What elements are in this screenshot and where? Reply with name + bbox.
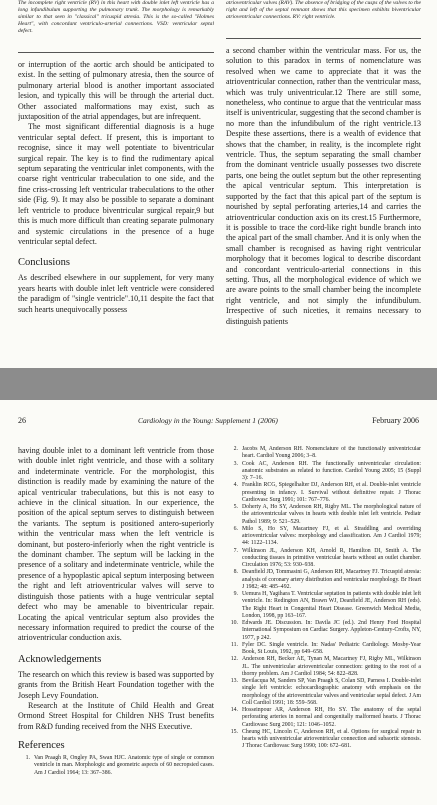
reference-text: Hosseinpour AR, Anderson RH, Ho SY. The anatomy of the septal perforating arteries in normal and congenitally malformed hearts. J Thorac Cardiovasc Surg 2001; 121: 1046–1052. [242,707,421,728]
reference-item [226,446,421,461]
reference-item [226,482,421,504]
reference-item [226,461,421,483]
reference-text: Doherty A, Ho SY, Anderson RH, Rigby ML. The morphological nature of the atrioventricular valves in hearts with double inlet left ventricle. Pediatr Pathol 1989; 9: 521–529. [242,504,421,525]
reference-number: 7. [233,547,238,554]
figure-caption-right [226,0,421,36]
text-column-right [226,46,421,368]
text-column-right [226,446,421,805]
reference-list-left [18,755,214,777]
figure-caption-left [18,0,214,50]
figure-caption-text: atrioventricular valves (RAV). The absence of bridging of the cusps of the valves to the right and left of the septal remnant shows that this specimen exhibits biventricular atrioventricular connections. RV: right ventricle. [226,0,421,20]
text-column-left [18,60,214,368]
reference-item [226,656,421,678]
reference-number: 12. [230,656,238,663]
reference-number: 13. [230,678,238,684]
running-header [18,416,419,428]
section-heading-conclusions: Conclusions [18,257,70,269]
body-paragraph: The most significant differential diagnosis is a huge ventricular septal defect. If present, this is important to recognise, since it may well potentiate to biventricular surgical repair. The key is to find the rudimentary apical septum separating the ventricular inlet components, with the coarse right ventricular trabeculation to one side, and the fine criss-crossing left ventricular trabeculations to the other side (Fig. 9). It may also be possible to separate a dominant left ventricle to produce biventricular surgical repair,9 but this is much more difficult than creating separate pulmonary and systemic circulations in the presence of a huge ventricular septal defect. [18,122,214,246]
reference-item [226,591,421,620]
page-lower [0,400,437,805]
caption-divider [226,38,421,39]
reference-item [226,642,421,657]
reference-number: 3. [233,460,238,467]
reference-number: 11. [230,641,238,648]
section-heading-references: References [18,740,65,752]
body-paragraph: or interruption of the aortic arch should be anticipated to exist. In the setting of pulmonary atresia, then the source of pulmonary arterial blood is another important associated lesion, and typically this will be through the arterial duct. Other associated malformations may exist, such as juxtaposition of the atrial appendages, but are infrequent. [18,60,214,122]
issue-date: February 2006 [372,416,419,425]
reference-text: Jacobs M, Anderson RH. Nomenclature of the functionally univentricular heart. Cardiol Young 2006; 3–8. [242,446,421,460]
body-paragraph: As described elsewhere in our supplement, for very many years hearts with double inlet left ventricle were considered the paradigm of "single ventricle".10,11 despite the fact that such hearts unequivocally possess [18,273,214,314]
reference-list-right [226,446,421,751]
reference-number: 10. [230,620,238,626]
page-upper [0,0,437,368]
reference-text: Deanfield JD, Tommasini G, Anderson RH, Macartney FJ. Tricuspid atresia: analysis of coronary artery distribution and ventricular morphology. Br Heart J 1982; 48: 485–492. [242,569,421,590]
reference-item [18,755,214,777]
reference-text: Uemura H, Yagihara T. Ventricular septation in patients with double inlet left ventricle. In: Redington AN, Brawn WJ, Deanfield JE, Anderson RH (eds). The Right Heart in Congenital Heart Disease. Greenwich Medical Media, London, 1998, pp 163–167. [242,591,421,619]
text-column-left [18,446,214,805]
reference-text: Bevilacqua M, Sanders SP, Van Praagh S, Colan SD, Parness I. Double-inlet single left ventricle: echocardiographic anatomy with emphasis on the morphology of the atrioventricular valves and ventricular septal defect. J Am Coll Cardiol 1991; 18: 559–568. [242,678,421,706]
caption-divider [18,52,214,53]
reference-number: 4. [233,482,238,489]
page-gap [0,368,437,400]
body-paragraph: a second chamber within the ventricular mass. For us, the solution to this paradox in terms of nomenclature was resolved when we came to appreciate that it was the atrioventricular connection, rather than the ventricular mass, which was truly univentricular.12 There are still some, nonetheless, who continue to argue that the ventricular mass itself is univentricular, suggesting that the second chamber is no more than the infundibulum of the right ventricle.13 Despite these assertions, there is a wealth of evidence that shows that the chamber, in reality, is the incomplete right ventricle. Thus, the septum separating the small chamber from the dominant ventricle usually possesses two discrete parts, one being the outlet septum but the other representing the apical ventricular septum. This interpretation is supported by the fact that this apical part of the septum is nourished by septal perforating arteries,14 and carries the atrioventricular conduction axis on its crest.15 Furthermore, it is possible to trace the cord-like right bundle branch into the apical part of the small chamber. And it is only when the small chamber is recognised as having right ventricular morphology that it becomes logical to describe discordant and concordant ventriculo-arterial connections in this setting. Thus, all the morphological evidence of which we are aware points to the small chamber being the incomplete right ventricle, and not simply the infundibulum. Irrespective of such niceties, it remains necessary to distinguish patients [226,46,421,326]
reference-number: 6. [233,525,238,532]
figure-caption-text: The incomplete right ventricle (RV) in this heart with double inlet left ventricle has a long infundibulum supporting the pulmonary trunk. The morphology is remarkably similar to that seen in "classical" tricuspid atresia. This is the so-called "Holmes Heart", with concordant ventriculo-arterial connections. VSD: ventricular septal defect. [18,0,214,34]
reference-number: 8. [233,569,238,576]
reference-item [226,548,421,570]
reference-item [226,678,421,707]
reference-item [226,707,421,729]
reference-text: Milo S, Ho SY, Macartney FJ, et al. Straddling and overriding atrioventricular valves: morphology and classification. Am J Cardiol 1979; 44: 1122–1134. [242,525,421,547]
reference-number: 15. [230,728,238,735]
reference-item [226,620,421,642]
reference-item [226,504,421,526]
body-paragraph: having double inlet to a dominant left ventricle from those with double inlet right ventricle, and those with a solitary and indeterminate ventricle. For the morphologist, this distinction is readily made by examining the nature of the apical ventricular trabeculations, but this is not easy to achieve in the clinical situation. In our experience, the position of the apical septum serves to distinguish between the variants. The septum is positioned antero-superiorly within the ventricular mass when the left ventricle is dominant, but postero-inferiorly when the right ventricle is the dominant chamber. The septum will be lacking in the presence of a solitary and indeterminate ventricle, while the presence of a hypoplastic apical septum interposing between the right and left atrioventricular valves will serve to distinguish those patients with a huge ventricular septal defect who may be amenable to biventricular repair. Locating the apical ventricular septum also provides the necessary information required to predict the course of the atrioventricular conduction axis. [18,446,214,643]
reference-text: Franklin RCG, Spiegelhalter DJ, Anderson RH, et al. Double-inlet ventricle presenting in infancy. I. Survival without definitive repair. J Thorac Cardiovasc Surg 1991; 101: 767–776. [242,482,421,503]
page-number: 26 [18,416,26,425]
reference-text: Cook AC, Anderson RH. The functionally univentricular circulation: anatomic substrates as related to function. Cardiol Young 2005; 15 (Suppl 3): 7–16. [242,460,421,481]
reference-number: 1. [25,755,30,762]
reference-text: Van Praagh R, Ongley PA, Swan HJC. Anatomic type of single or common ventricle in man. Morphologic and geometric aspects of 60 necropsied cases. Am J Cardiol 1964; 13: 367–386. [34,755,214,776]
reference-text: Anderson RH, Becker AE, Tynan M, Macartney FJ, Rigby ML, Wilkinson JL. The univentricular atrioventricular connection: getting to the root of a thorny problem. Am J Cardiol 1984; 54: 822–828. [242,656,421,677]
reference-number: 5. [233,504,238,510]
section-heading-acknowledgements: Acknowledgements [18,653,102,665]
reference-text: Edwards JE. Discussion. In: Davila JC (ed.). 2nd Henry Ford Hospital International Symposium on Cardiac Surgery. Appleton-Century-Crofts, NY, 1977, p 242. [242,620,421,641]
reference-item [226,569,421,591]
reference-text: Fyler DC. Single ventricle. In: Nadas' Pediatric Cardiology. Mosby-Year Book, St Louis, 1992, pp 649–658. [242,641,421,655]
reference-item [226,729,421,751]
reference-number: 14. [230,707,238,713]
reference-text: Wilkinson JL, Anderson KH, Arnold R, Hamilton DI, Smith A. The conducting tissues in primitive ventricular hearts without an outlet chamber. Circulation 1976; 53: 930–938. [242,547,421,568]
reference-number: 9. [233,591,238,597]
reference-text: Cheung HC, Lincoln C, Anderson RH, et al. Options for surgical repair in hearts with univentricular atrioventricular connection and subaortic stenosis. J Thorac Cardiovasc Surg 1990; 100: 672–681. [242,728,421,750]
reference-number: 2. [233,446,238,452]
body-paragraph: The research on which this review is based was supported by grants from the British Heart Foundation together with the Joseph Levy Foundation. [18,669,214,700]
body-paragraph: Research at the Institute of Child Health and Great Ormond Street Hospital for Children NHS Trust benefits from R&D funding received from the NHS Executive. [18,700,214,731]
journal-title: Cardiology in the Young: Supplement 1 (2006) [138,416,278,425]
reference-item [226,526,421,548]
